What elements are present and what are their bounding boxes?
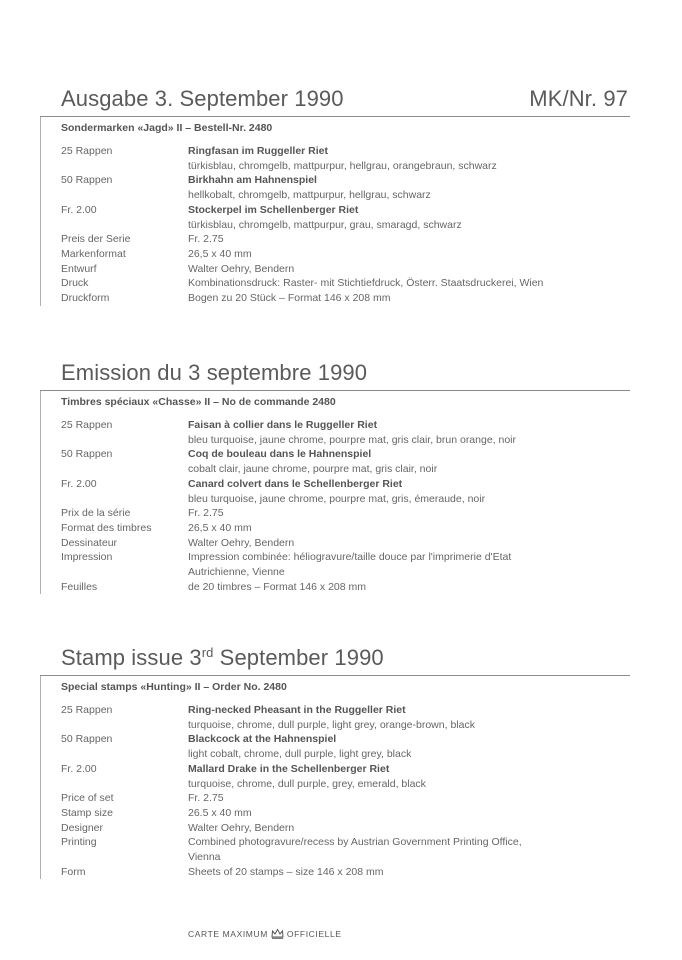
section-title: Emission du 3 septembre 1990 bbox=[61, 360, 368, 385]
detail-value: 26,5 x 40 mm bbox=[188, 247, 252, 260]
stamp-row bbox=[61, 762, 630, 791]
stamp-colors: turquoise, chrome, dull purple, light grey, orange-brown, black bbox=[188, 718, 475, 731]
stamp-row bbox=[61, 173, 630, 202]
detail-value-continued: Vienna bbox=[188, 851, 221, 864]
stamp-value: 25 Rappen bbox=[61, 704, 113, 716]
section-body bbox=[40, 676, 630, 879]
detail-label: Markenformat bbox=[61, 247, 126, 260]
stamp-colors: bleu turquoise, jaune chrome, pourpre mat, gris clair, brun orange, noir bbox=[188, 433, 517, 446]
stamp-name: Stockerpel im Schellenberger Riet bbox=[188, 203, 359, 216]
stamp-value: 50 Rappen bbox=[61, 174, 113, 187]
section-english bbox=[40, 645, 630, 879]
section-german bbox=[40, 86, 630, 306]
detail-row bbox=[61, 232, 630, 247]
section-subtitle: Sondermarken «Jagd» II – Bestell-Nr. 2480 bbox=[61, 122, 273, 134]
detail-row bbox=[61, 262, 630, 277]
detail-value: Fr. 2.75 bbox=[188, 233, 224, 246]
detail-label: Price of set bbox=[61, 792, 114, 805]
issue-reference: MK/Nr. 97 bbox=[529, 86, 628, 111]
stamp-colors: light cobalt, chrome, dull purple, light grey, black bbox=[188, 748, 412, 761]
detail-value: Combined photogravure/recess by Austrian Government Printing Office, bbox=[188, 836, 522, 849]
detail-label: Printing bbox=[61, 836, 97, 849]
detail-value: Kombinationsdruck: Raster- mit Stichtiefdruck, Österr. Staatsdruckerei, Wien bbox=[188, 277, 544, 290]
stamp-value: Fr. 2.00 bbox=[61, 203, 97, 216]
detail-label: Feuilles bbox=[61, 580, 98, 593]
stamp-colors: cobalt clair, jaune chrome, pourpre mat, gris clair, noir bbox=[188, 463, 438, 476]
stamp-value: 50 Rappen bbox=[61, 733, 113, 746]
stamp-name: Blackcock at the Hahnenspiel bbox=[188, 733, 337, 746]
detail-label: Designer bbox=[61, 821, 104, 834]
crown-icon bbox=[271, 928, 284, 939]
stamp-row bbox=[61, 447, 630, 476]
detail-label: Druck bbox=[61, 277, 89, 290]
stamp-row bbox=[61, 144, 630, 173]
detail-row bbox=[61, 865, 630, 880]
section-subtitle: Special stamps «Hunting» II – Order No. 2480 bbox=[61, 681, 287, 693]
detail-value: 26,5 x 40 mm bbox=[188, 521, 252, 534]
section-body bbox=[40, 117, 630, 306]
stamp-value: Fr. 2.00 bbox=[61, 762, 97, 775]
detail-row bbox=[61, 506, 630, 521]
detail-row bbox=[61, 791, 630, 806]
detail-label: Format des timbres bbox=[61, 521, 152, 534]
section-body bbox=[40, 391, 630, 594]
stamp-name: Coq de bouleau dans le Hahnenspiel bbox=[188, 448, 372, 461]
section-subtitle: Timbres spéciaux «Chasse» II – No de commande 2480 bbox=[61, 396, 336, 408]
stamp-colors: bleu turquoise, jaune chrome, pourpre mat, gris, émeraude, noir bbox=[188, 492, 486, 505]
stamp-name: Canard colvert dans le Schellenberger Riet bbox=[188, 477, 403, 490]
detail-row bbox=[61, 536, 630, 551]
detail-value: Sheets of 20 stamps – size 146 x 208 mm bbox=[188, 865, 384, 878]
stamp-name: Birkhahn am Hahnenspiel bbox=[188, 174, 317, 187]
stamp-value: Fr. 2.00 bbox=[61, 477, 97, 490]
stamp-name: Mallard Drake in the Schellenberger Riet bbox=[188, 762, 390, 775]
section-heading bbox=[40, 360, 630, 386]
detail-value: Fr. 2.75 bbox=[188, 507, 224, 520]
detail-label: Entwurf bbox=[61, 262, 97, 275]
stamp-colors: hellkobalt, chromgelb, mattpurpur, hellgrau, schwarz bbox=[188, 189, 431, 202]
stamp-value: 25 Rappen bbox=[61, 419, 113, 431]
section-heading bbox=[40, 86, 630, 112]
stamp-colors: turquoise, chrome, dull purple, grey, emerald, black bbox=[188, 777, 426, 790]
detail-value-continued: Autrichienne, Vienne bbox=[188, 566, 285, 579]
stamp-row bbox=[61, 477, 630, 506]
detail-row bbox=[61, 247, 630, 262]
stamp-row bbox=[61, 203, 630, 232]
stamp-value: 25 Rappen bbox=[61, 145, 113, 157]
detail-value: Impression combinée: héliogravure/taille douce par l'imprimerie d'Etat bbox=[188, 551, 512, 564]
detail-row bbox=[61, 521, 630, 536]
stamp-name: Ringfasan im Ruggeller Riet bbox=[188, 145, 329, 157]
stamp-value: 50 Rappen bbox=[61, 448, 113, 461]
stamp-row bbox=[61, 732, 630, 761]
detail-label: Druckform bbox=[61, 292, 110, 305]
stamp-colors: türkisblau, chromgelb, mattpurpur, hellgrau, orangebraun, schwarz bbox=[188, 159, 497, 172]
stamp-colors: türkisblau, chromgelb, mattpurpur, grau, smaragd, schwarz bbox=[188, 218, 462, 231]
detail-value: de 20 timbres – Format 146 x 208 mm bbox=[188, 580, 366, 593]
stamp-row bbox=[61, 418, 630, 447]
detail-label: Stamp size bbox=[61, 806, 113, 819]
detail-value: Bogen zu 20 Stück – Format 146 x 208 mm bbox=[188, 292, 391, 305]
section-title: Ausgabe 3. September 1990 bbox=[61, 86, 344, 111]
section-title: Stamp issue 3rd September 1990 bbox=[61, 645, 384, 670]
stamp-row bbox=[61, 703, 630, 732]
detail-row bbox=[61, 550, 630, 579]
detail-label: Preis der Serie bbox=[61, 233, 131, 246]
detail-label: Form bbox=[61, 865, 86, 878]
detail-value: Walter Oehry, Bendern bbox=[188, 262, 295, 275]
detail-row bbox=[61, 806, 630, 821]
detail-value: 26.5 x 40 mm bbox=[188, 806, 252, 819]
detail-row bbox=[61, 580, 630, 595]
footer-text-left: CARTE MAXIMUM bbox=[188, 928, 268, 939]
detail-label: Dessinateur bbox=[61, 536, 118, 549]
detail-row bbox=[61, 835, 630, 864]
stamp-name: Faisan à collier dans le Ruggeller Riet bbox=[188, 419, 378, 431]
detail-row bbox=[61, 276, 630, 291]
stamp-name: Ring-necked Pheasant in the Ruggeller Riet bbox=[188, 704, 406, 716]
detail-value: Walter Oehry, Bendern bbox=[188, 821, 295, 834]
detail-label: Impression bbox=[61, 551, 113, 564]
detail-value: Fr. 2.75 bbox=[188, 792, 224, 805]
detail-row bbox=[61, 291, 630, 306]
detail-value: Walter Oehry, Bendern bbox=[188, 536, 295, 549]
section-heading bbox=[40, 645, 630, 671]
detail-label: Prix de la série bbox=[61, 507, 131, 520]
section-french bbox=[40, 360, 630, 594]
footer-text-right: OFFICIELLE bbox=[286, 928, 342, 939]
footer-mark bbox=[188, 928, 342, 939]
detail-row bbox=[61, 821, 630, 836]
